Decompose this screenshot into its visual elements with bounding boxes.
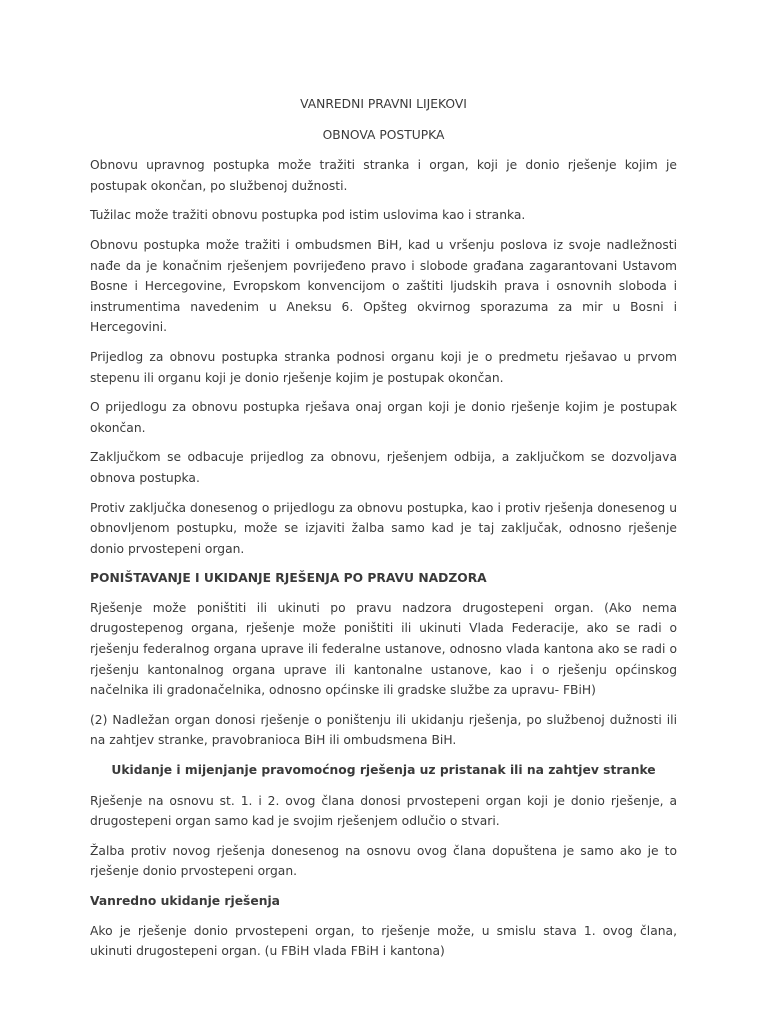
document-page — [90, 94, 677, 971]
paragraph: Ako je rješenje donio prvostepeni organ, to rješenje može, u smislu stava 1. ovog člana, ukinuti drugostepeni organ. (u FBiH vlada FBiH i kantona) — [90, 923, 677, 959]
section-heading-vanredno-ukidanje: Vanredno ukidanje rješenja — [90, 894, 280, 908]
section-heading-nadzor: PONIŠTAVANJE I UKIDANJE RJEŠENJA PO PRAVU NADZORA — [90, 571, 487, 586]
section-title-obnova-postupka: OBNOVA POSTUPKA — [322, 127, 445, 142]
paragraph: Žalba protiv novog rješenja donesenog na osnovu ovog člana dopuštena je samo ako je to rješenje donio prvostepeni organ. — [90, 843, 677, 879]
paragraph: O prijedlogu za obnovu postupka rješava onaj organ koji je donio rješenje kojim je postupak okončan. — [90, 400, 677, 435]
paragraph: Obnovu upravnog postupka može tražiti stranka i organ, koji je donio rješenje kojim je postupak okončan, po službenoj dužnosti. — [90, 158, 677, 193]
document-title: VANREDNI PRAVNI LIJEKOVI — [300, 97, 467, 111]
paragraph: Rješenje može poništiti ili ukinuti po pravu nadzora drugostepeni organ. (Ako nema drugostepenog organa, rješenje može poništiti ili ukinuti Vlada Federacije, ako se radi o rješenju federalnog organa uprave ili federalne ustanove, odnosno vlada kantona ako se radi o rješenju kantonalnog organa uprave ili kantonalne ustanove, kao i o rješenju općinskog načelnika ili gradonačelnika, odnosno općinske ili gradske službe za upravu- FBiH) — [90, 600, 677, 698]
paragraph: Protiv zaključka donesenog o prijedlogu za obnovu postupka, kao i protiv rješenja donesenog u obnovljenom postupku, može se izjaviti žalba samo kad je taj zaključak, odnosno rješenje donio prvostepeni organ. — [90, 500, 677, 556]
paragraph: Prijedlog za obnovu postupka stranka podnosi organu koji je o predmetu rješavao u prvom stepenu ili organu koji je donio rješenje kojim je postupak okončan. — [90, 349, 677, 385]
paragraph: Obnovu postupka može tražiti i ombudsmen BiH, kad u vršenju poslova iz svoje nadležnosti nađe da je konačnim rješenjem povrijeđeno pravo i slobode građana zagarantovani Ustavom Bosne i Hercegovine, Evropskom konvencijom o zaštiti ljudskih prava i osnovnih sloboda i instrumentima navedenim u Aneksu 6. Opšteg okvirnog sporazuma za mir u Bosni i Hercegovini. — [90, 237, 677, 335]
paragraph: Rješenje na osnovu st. 1. i 2. ovog člana donosi prvostepeni organ koji je donio rješenje, a drugostepeni organ samo kad je svojim rješenjem odlučio o stvari. — [90, 793, 677, 829]
paragraph: (2) Nadležan organ donosi rješenje o poništenju ili ukidanju rješenja, po službenoj dužnosti ili na zahtjev stranke, pravobranioca BiH ili ombudsmena BiH. — [90, 712, 677, 748]
section-heading-ukidanje-mijenjanje: Ukidanje i mijenjanje pravomoćnog rješenja uz pristanak ili na zahtjev stranke — [111, 763, 656, 778]
paragraph: Zaključkom se odbacuje prijedlog za obnovu, rješenjem odbija, a zaključkom se dozvoljava obnova postupka. — [90, 450, 677, 485]
paragraph: Tužilac može tražiti obnovu postupka pod istim uslovima kao i stranka. — [90, 208, 526, 223]
